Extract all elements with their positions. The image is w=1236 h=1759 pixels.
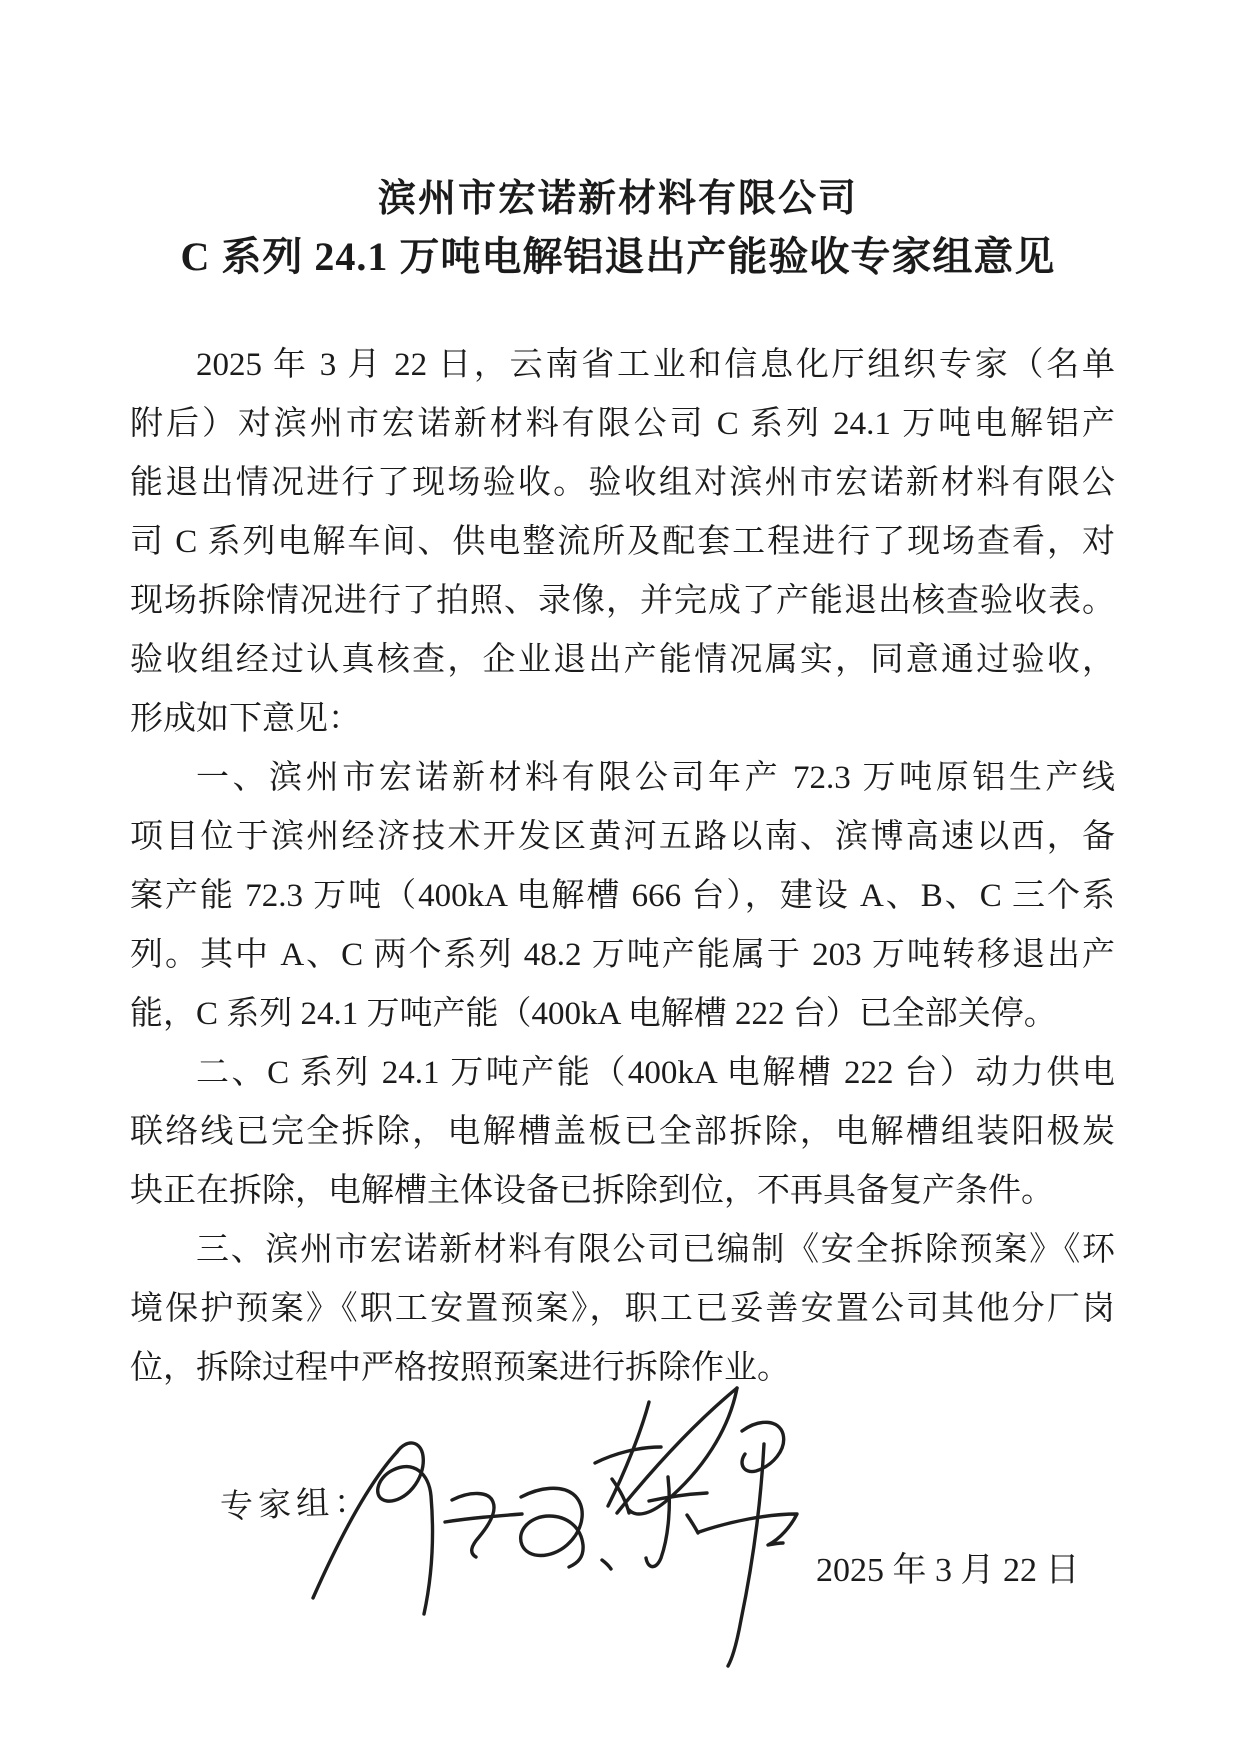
- expert-group-label: 专家组：: [219, 1484, 373, 1526]
- document-body: [130, 336, 1115, 1398]
- handwritten-signature-2: [595, 1388, 797, 1666]
- body-line: 位，拆除过程中严格按照预案进行拆除作业。: [130, 1350, 790, 1386]
- body-line: 验收组经过认真核查，企业退出产能情况属实，同意通过验收，: [130, 642, 1115, 678]
- body-line: 二、C 系列 24.1 万吨产能（400kA 电解槽 222 台）动力供电: [196, 1055, 1115, 1091]
- body-line: 案产能 72.3 万吨（400kA 电解槽 666 台），建设 A、B、C 三个系: [130, 878, 1115, 914]
- body-line: 现场拆除情况进行了拍照、录像，并完成了产能退出核查验收表。: [130, 583, 1115, 619]
- handwritten-signature-1: [313, 1443, 611, 1614]
- body-line: 一、滨州市宏诺新材料有限公司年产 72.3 万吨原铝生产线: [196, 760, 1115, 796]
- document-date: 2025 年 3 月 22 日: [816, 1552, 1080, 1589]
- body-line: 境保护预案》《职工安置预案》，职工已妥善安置公司其他分厂岗: [130, 1291, 1115, 1327]
- title-subject: C 系列 24.1 万吨电解铝退出产能验收专家组意见: [180, 234, 1056, 279]
- body-line: 项目位于滨州经济技术开发区黄河五路以南、滨博高速以西，备: [130, 819, 1115, 855]
- body-line: 联络线已完全拆除，电解槽盖板已全部拆除，电解槽组装阳极炭: [130, 1114, 1115, 1150]
- document-title: [0, 176, 1236, 280]
- body-line: 列。其中 A、C 两个系列 48.2 万吨产能属于 203 万吨转移退出产: [130, 937, 1115, 973]
- body-line: 司 C 系列电解车间、供电整流所及配套工程进行了现场查看，对: [130, 524, 1115, 560]
- body-line: 附后）对滨州市宏诺新材料有限公司 C 系列 24.1 万吨电解铝产: [130, 406, 1115, 442]
- title-company-name: 滨州市宏诺新材料有限公司: [377, 178, 858, 220]
- body-line: 能，C 系列 24.1 万吨产能（400kA 电解槽 222 台）已全部关停。: [130, 996, 1057, 1032]
- body-line: 2025 年 3 月 22 日，云南省工业和信息化厅组织专家（名单: [196, 347, 1115, 383]
- body-line: 能退出情况进行了现场验收。验收组对滨州市宏诺新材料有限公: [130, 465, 1115, 501]
- body-line: 形成如下意见：: [130, 701, 361, 737]
- body-line: 块正在拆除，电解槽主体设备已拆除到位，不再具备复产条件。: [130, 1173, 1054, 1209]
- body-line: 三、滨州市宏诺新材料有限公司已编制《安全拆除预案》《环: [196, 1232, 1115, 1268]
